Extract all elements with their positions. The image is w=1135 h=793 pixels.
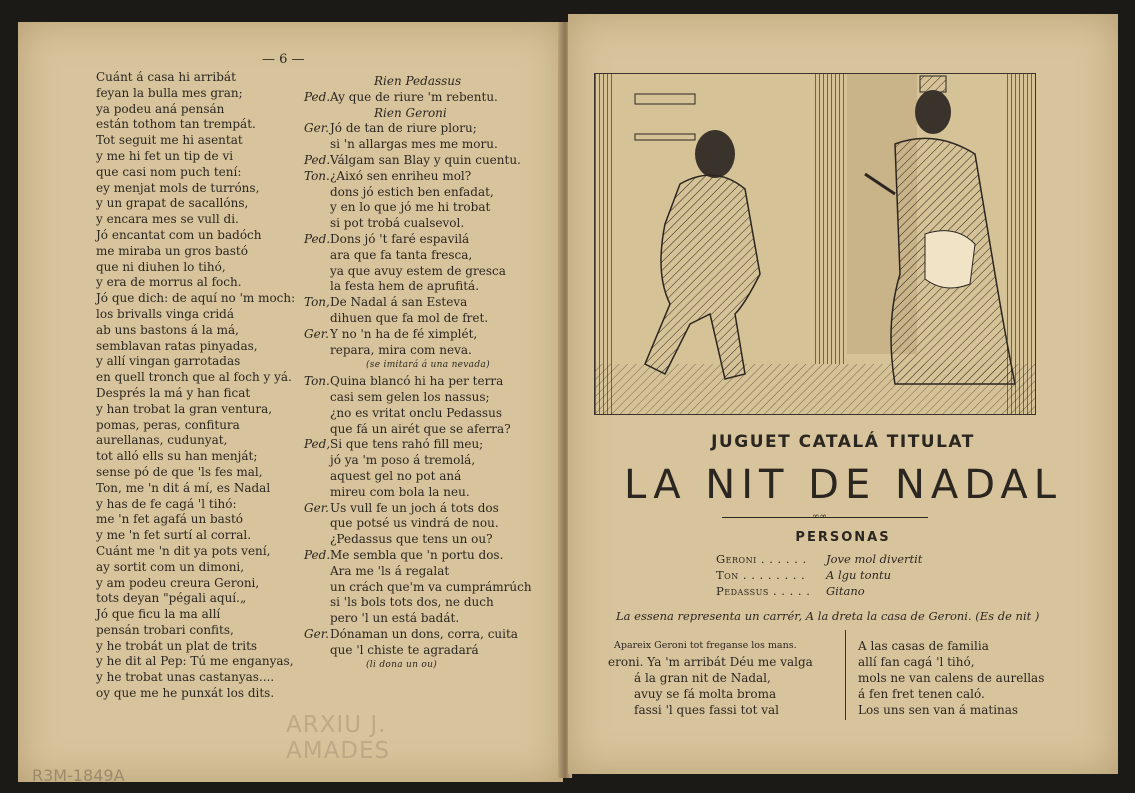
cast-heading: PERSONAS [795,530,891,545]
speaker-label: Ger. [304,121,329,136]
verse-line: oy que me he punxát los dits. [96,686,275,701]
dialogue-line [304,232,532,248]
verse-line: Cuánt me 'n dit ya pots vení, [96,543,271,558]
dialogue-text: casi sem gelen los nassus; [330,389,490,404]
dialogue-line [304,564,532,580]
dialogue-text: que fá un airét que se aferra? [330,421,511,436]
dialogue-text: Y no 'n ha de fé ximplét, [330,326,478,341]
verse-line: feyan la bulla mes gran; [96,85,243,100]
verse-line: á la gran nit de Nadal, [634,671,771,685]
dialogue-text: ya que avuy estem de gresca [330,263,506,278]
verse-line: avuy se fá molta broma [634,687,777,701]
dialogue-text: pero 'l un está badát. [330,611,460,626]
left-dialogue-column [304,74,532,674]
verse-line: sense pó de que 'ls fes mal, [96,464,263,479]
verse-line: y encara mes se vull di. [96,212,239,227]
dialogue-line [304,501,532,517]
verse-line: ay sortit com un dimoni, [96,559,245,574]
left-verse-column [96,70,295,702]
verse-line: Cuánt á casa hi arribát [96,70,236,84]
dialogue-line [304,406,532,422]
dialogue-line [304,248,532,264]
verse-line: Jó que dich: de aquí no 'm moch: [96,291,296,306]
verse-line: Tot seguit me hi asentat [96,133,243,148]
dialogue-line [304,279,532,295]
column-divider [845,630,846,720]
right-column-b [858,638,1044,718]
dialogue-text: repara, mira com neva. [330,342,472,357]
stage-direction: Apareix Geroni tot freganse los mans. [614,640,797,651]
verse-line: y me 'n fet surtí al corral. [96,528,252,543]
dialogue-text: la festa hem de aprufitá. [330,279,480,294]
dialogue-text: ¿Pedassus que tens un ou? [330,532,493,547]
dialogue-line [304,532,532,548]
stage-direction: Rien Geroni [374,105,447,120]
verse-line: mols ne van calens de aurellas [858,671,1045,685]
play-subtitle: JUGUET CATALÁ TITULAT [711,432,975,452]
dialogue-line [304,548,532,564]
dialogue-line [304,311,532,327]
verse-line: Ton, me 'n dit á mí, es Nadal [96,480,271,495]
dialogue-text: Válgam san Blay y quin cuentu. [330,152,521,167]
dialogue-line [304,264,532,280]
verse-line: Jó encantat com un badóch [96,227,262,242]
stage-direction: Rien Pedassus [374,74,462,88]
dialogue-line [304,469,532,485]
dialogue-line [304,169,532,185]
dialogue-text: un crách que'm va cumprámrúch [330,579,532,594]
verse-line: eroni. Ya 'm arribát Déu me valga [608,655,813,669]
dialogue-text: De Nadal á san Esteva [330,295,468,310]
speaker-label: Ped. [304,547,331,562]
dialogue-text: ¿Aixó sen enriheu mol? [330,168,472,183]
dialogue-text: aquest gel no pot aná [330,468,462,483]
dialogue-text: si pot trobá cualsevol. [330,216,465,231]
dialogue-line [304,627,532,643]
dialogue-text: dihuen que fa mol de fret. [330,310,489,325]
verse-line: y era de morrus al foch. [96,275,242,290]
verse-line: pomas, peras, confitura [96,417,240,432]
verse-line: Los uns sen van á matinas [858,703,1019,717]
dialogue-text: Quina blancó hi ha per terra [330,374,504,389]
verse-line: ya podeu aná pensán [96,101,225,116]
right-column-a [608,638,813,718]
dialogue-line [304,611,532,627]
verse-line: y he dit al Pep: Tú me enganyas, [96,654,294,669]
dialogue-line [304,643,532,659]
dialogue-line [304,185,532,201]
verse-line: semblavan ratas pinyadas, [96,338,258,353]
dialogue-line [304,437,532,453]
dialogue-line [304,390,532,406]
dialogue-line [304,216,532,232]
speaker-label: Ger. [304,626,329,641]
verse-line: que casi nom puch tení: [96,164,242,179]
dialogue-text: que potsé us vindrá de nou. [330,516,499,531]
verse-line: á fen fret tenen caló. [858,687,985,701]
verse-line: y he trobát un plat de trits [96,638,258,653]
dialogue-text: dons jó estich ben enfadat, [330,184,494,199]
dialogue-text: ara que fa tanta fresca, [330,247,473,262]
verse-line: fassi 'l ques fassi tot val [634,703,780,717]
verse-line: y he trobat unas castanyas.... [96,670,275,685]
dialogue-text: Ara me 'ls á regalat [330,563,450,578]
verse-line: y un grapat de sacallóns, [96,196,249,211]
speaker-label: Ton. [304,168,330,183]
archive-stamp: ARXIU J. AMADES [286,712,391,764]
dialogue-text: ¿no es vritat onclu Pedassus [330,405,502,420]
page-number: — 6 — [262,52,305,67]
dialogue-text: Ay que de riure 'm rebentu. [330,89,498,104]
dialogue-text: que 'l chiste te agradará [330,642,479,657]
speaker-label: Ton. [304,374,330,389]
verse-line: ab uns bastons á la má, [96,322,239,337]
dialogue-text: Me sembla que 'n portu dos. [330,547,504,562]
rule-ornament-icon: ∞∞ [812,512,827,522]
speaker-label: Ped, [304,437,331,452]
dialogue-line [304,516,532,532]
verse-line: Jó que ficu la ma allí [96,607,221,622]
verse-line: aurellanas, cudunyat, [96,433,228,448]
cast-row: Geroni . . . . . . Jove mol divertit [716,552,923,566]
speaker-label: Ped. [304,152,331,167]
verse-line: allí fan cagá 'l tihó, [858,655,975,669]
dialogue-text: y en lo que jó me hi trobat [330,200,491,215]
pencil-catalogue-mark: R3M-1849A [32,766,125,785]
dialogue-text: jó ya 'm poso á tremolá, [330,453,476,468]
stage-direction: (se imitará á una nevada) [366,360,490,371]
dialogue-line [304,153,532,169]
verse-line: pensán trobari confits, [96,622,234,637]
speaker-label: Ped. [304,89,331,104]
dialogue-text: Dons jó 't faré espavilá [330,231,470,246]
speaker-label: Ped. [304,231,331,246]
dialogue-text: Us vull fe un joch á tots dos [330,500,499,515]
verse-line: Després la má y han ficat [96,385,251,400]
dialogue-line [304,343,532,359]
verse-line: ey menjat mols de turróns, [96,180,260,195]
verse-line: los brivalls vinga cridá [96,306,234,321]
scene-description: La essena representa un carrér, A la dreta la casa de Geroni. (Es de nit ) [616,609,1040,623]
verse-line: están tothom tan trempát. [96,117,256,132]
verse-line: tot alló ells su han menját; [96,449,258,464]
dialogue-line [304,485,532,501]
verse-line: tots deyan "pégali aquí.„ [96,591,247,606]
verse-line: en quell tronch que al foch y yá. [96,370,292,385]
speaker-label: Ger. [304,500,329,515]
dialogue-line [304,121,532,137]
dialogue-line [304,137,532,153]
verse-line: me miraba un gros bastó [96,243,248,258]
verse-line: que ni diuhen lo tihó, [96,259,226,274]
dialogue-line [304,90,532,106]
cast-row: Ton . . . . . . . . A lgu tontu [716,568,892,582]
verse-line: me 'n fet agafá un bastó [96,512,244,527]
dialogue-line [304,595,532,611]
dialogue-text: Si que tens rahó fill meu; [330,437,484,452]
speaker-label: Ton, [304,295,330,310]
dialogue-line [304,200,532,216]
verse-line: y am podeu creura Geroni, [96,575,260,590]
dialogue-line [304,580,532,596]
speaker-label: Ger. [304,326,329,341]
dialogue-line [304,295,532,311]
cast-list [716,551,922,599]
dialogue-text: Jó de tan de riure ploru; [330,121,477,136]
verse-line: y allí vingan garrotadas [96,354,241,369]
dialogue-text: mireu com bola la neu. [330,484,470,499]
stage-direction: (li dona un ou) [366,660,438,671]
dialogue-text: Dónaman un dons, corra, cuita [330,626,518,641]
dialogue-line [304,453,532,469]
verse-line: y me hi fet un tip de vi [96,148,234,163]
dialogue-line [304,374,532,390]
dialogue-text: si 'ls bols tots dos, ne duch [330,595,494,610]
dialogue-line [304,422,532,438]
cast-row: Pedassus . . . . . Gitano [716,584,865,598]
verse-line: y han trobat la gran ventura, [96,401,273,416]
dialogue-line [304,327,532,343]
verse-line: A las casas de familia [858,639,989,653]
verse-line: y has de fe cagá 'l tihó: [96,496,237,511]
dialogue-text: si 'n allargas mes me moru. [330,137,498,152]
engraving-illustration [594,73,1036,415]
play-title: LA NIT DE NADAL [624,462,1062,508]
